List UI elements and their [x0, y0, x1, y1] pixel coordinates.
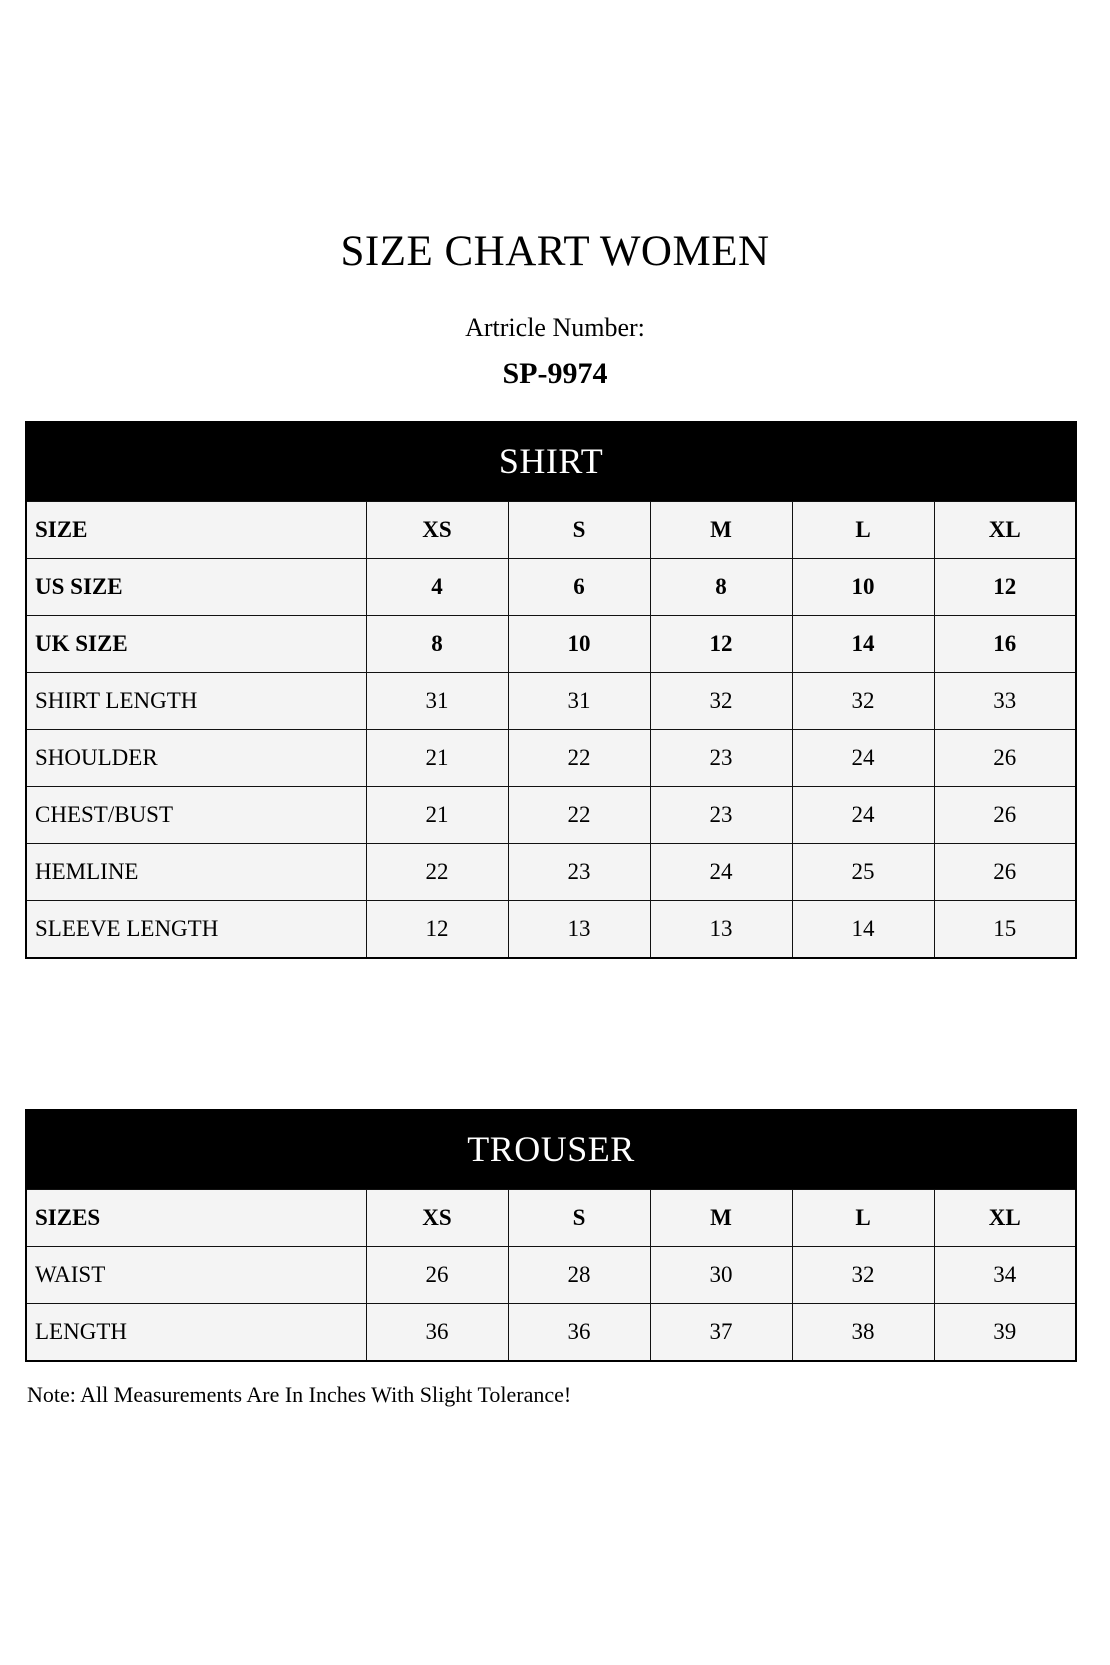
table-row [26, 1304, 1076, 1362]
row-value: 30 [650, 1247, 792, 1304]
row-label: SHIRT LENGTH [26, 673, 366, 730]
row-value: 23 [650, 787, 792, 844]
row-value: 22 [366, 844, 508, 901]
row-value: XL [934, 502, 1076, 559]
row-value: 21 [366, 730, 508, 787]
row-value: 22 [508, 730, 650, 787]
row-value: 25 [792, 844, 934, 901]
row-value: 12 [934, 559, 1076, 616]
row-value: 26 [934, 787, 1076, 844]
row-value: 21 [366, 787, 508, 844]
row-value: 15 [934, 901, 1076, 959]
table-row [26, 844, 1076, 901]
row-value: L [792, 502, 934, 559]
shirt-section-title: SHIRT [26, 422, 1076, 502]
row-value: 32 [792, 1247, 934, 1304]
table-row [26, 559, 1076, 616]
row-value: XS [366, 1190, 508, 1247]
table-row [26, 901, 1076, 959]
table-row [26, 1190, 1076, 1247]
row-value: 13 [508, 901, 650, 959]
shirt-table-body [26, 422, 1076, 958]
trouser-size-table [25, 1109, 1077, 1362]
page-title: SIZE CHART WOMEN [340, 228, 770, 275]
row-label: US SIZE [26, 559, 366, 616]
row-value: M [650, 502, 792, 559]
row-value: 34 [934, 1247, 1076, 1304]
row-value: 39 [934, 1304, 1076, 1362]
row-value: 33 [934, 673, 1076, 730]
row-value: 14 [792, 616, 934, 673]
row-value: 8 [366, 616, 508, 673]
row-label: SIZES [26, 1190, 366, 1247]
row-label: LENGTH [26, 1304, 366, 1362]
table-row [26, 673, 1076, 730]
row-label: SHOULDER [26, 730, 366, 787]
row-value: 22 [508, 787, 650, 844]
row-value: 14 [792, 901, 934, 959]
shirt-section-header-row [26, 422, 1076, 502]
row-value: 16 [934, 616, 1076, 673]
row-value: 24 [792, 730, 934, 787]
trouser-section-title: TROUSER [26, 1110, 1076, 1190]
row-value: 24 [792, 787, 934, 844]
row-label: CHEST/BUST [26, 787, 366, 844]
row-value: 32 [650, 673, 792, 730]
row-value: L [792, 1190, 934, 1247]
row-value: 23 [650, 730, 792, 787]
row-value: S [508, 502, 650, 559]
row-label: HEMLINE [26, 844, 366, 901]
row-value: 28 [508, 1247, 650, 1304]
row-value: 12 [650, 616, 792, 673]
row-value: 36 [508, 1304, 650, 1362]
shirt-size-table [25, 421, 1077, 959]
row-value: 26 [934, 730, 1076, 787]
row-value: 10 [792, 559, 934, 616]
row-value: 24 [650, 844, 792, 901]
row-value: 8 [650, 559, 792, 616]
trouser-table-body [26, 1110, 1076, 1361]
table-row [26, 730, 1076, 787]
row-value: 32 [792, 673, 934, 730]
row-value: 23 [508, 844, 650, 901]
row-value: 12 [366, 901, 508, 959]
article-number-label: Artricle Number: [465, 313, 645, 343]
section-spacer [0, 959, 1110, 1109]
table-row [26, 1247, 1076, 1304]
measurement-note: Note: All Measurements Are In Inches With Slight Tolerance! [27, 1382, 572, 1408]
table-row [26, 502, 1076, 559]
row-value: 6 [508, 559, 650, 616]
row-label: SIZE [26, 502, 366, 559]
row-value: 26 [366, 1247, 508, 1304]
row-label: UK SIZE [26, 616, 366, 673]
trouser-section-header-row [26, 1110, 1076, 1190]
row-value: S [508, 1190, 650, 1247]
row-value: 31 [366, 673, 508, 730]
row-value: M [650, 1190, 792, 1247]
row-value: 4 [366, 559, 508, 616]
table-row [26, 616, 1076, 673]
row-value: 13 [650, 901, 792, 959]
row-value: XL [934, 1190, 1076, 1247]
row-value: 36 [366, 1304, 508, 1362]
row-value: 37 [650, 1304, 792, 1362]
row-value: 26 [934, 844, 1076, 901]
row-label: SLEEVE LENGTH [26, 901, 366, 959]
row-label: WAIST [26, 1247, 366, 1304]
article-number-value: SP-9974 [502, 357, 608, 391]
row-value: 10 [508, 616, 650, 673]
row-value: 38 [792, 1304, 934, 1362]
row-value: XS [366, 502, 508, 559]
table-row [26, 787, 1076, 844]
row-value: 31 [508, 673, 650, 730]
